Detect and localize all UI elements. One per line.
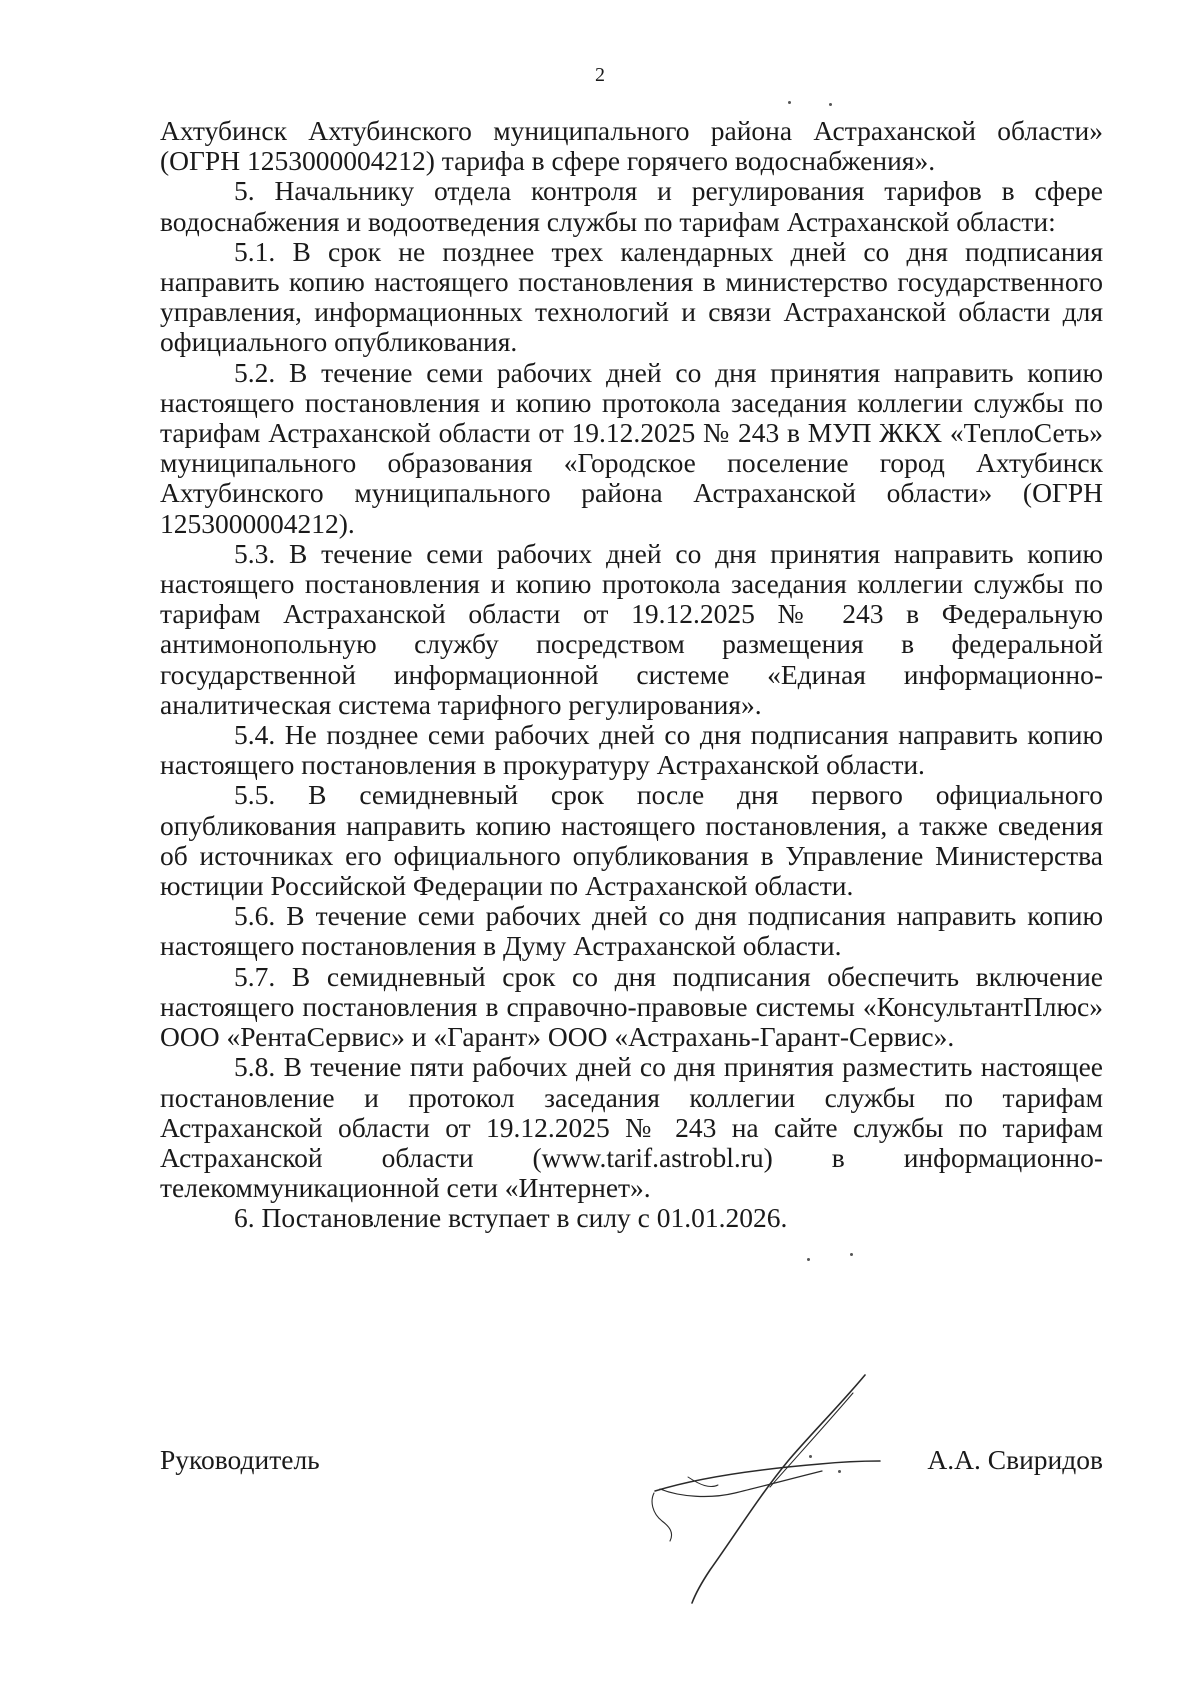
document-body	[160, 116, 1103, 1234]
scan-speck	[829, 103, 832, 106]
paragraph-item-5-4: 5.4. Не позднее семи рабочих дней со дня подписания направить копию настоящего постановления в прокуратуру Астраханской области.	[160, 719, 1103, 781]
paragraph-item-5: 5. Начальнику отдела контроля и регулирования тарифов в сфере водоснабжения и водоотведения службы по тарифам Астраханской области:	[160, 175, 1103, 237]
paragraph-item-5-1: 5.1. В срок не позднее трех календарных дней со дня подписания направить копию настоящего постановления в министерство государственного управления, информационных технологий и связи Астраханской области для официального опубликования.	[160, 235, 1103, 358]
paragraph-item-5-5: 5.5. В семидневный срок после дня первого официального опубликования направить копию настоящего постановления, а также сведения об источниках его официального опубликования в Управление Министерства юстиции Российской Федерации по Астраханской области.	[160, 779, 1103, 902]
scan-speck	[809, 1455, 812, 1458]
scan-speck	[850, 1253, 853, 1256]
paragraph-item-5-6: 5.6. В течение семи рабочих дней со дня подписания направить копию настоящего постановления в Думу Астраханской области.	[160, 900, 1103, 962]
paragraph-continuation: Ахтубинск Ахтубинского муниципального района Астраханской области» (ОГРН 1253000004212) тарифа в сфере горячего водоснабжения».	[160, 115, 1103, 177]
paragraph-item-5-7: 5.7. В семидневный срок со дня подписания обеспечить включение настоящего постановления в справочно-правовые системы «КонсультантПлюс» ООО «РентаСервис» и «Гарант» ООО «Астрахань-Гарант-Сервис».	[160, 960, 1103, 1053]
scan-speck	[788, 101, 791, 104]
paragraph-item-5-2: 5.2. В течение семи рабочих дней со дня принятия направить копию настоящего постановления и копию протокола заседания коллегии службы по тарифам Астраханской области от 19.12.2025 № 243 в МУП ЖКХ «ТеплоСеть» муниципального образования «Городское поселение город Ахтубинск Ахтубинского муниципального района Астраханской области» (ОГРН 1253000004212).	[160, 356, 1103, 539]
signatory-title: Руководитель	[160, 1444, 320, 1475]
scan-speck	[807, 1258, 810, 1261]
handwritten-signature	[640, 1365, 900, 1615]
scan-speck	[838, 1470, 841, 1473]
paragraph-item-5-3: 5.3. В течение семи рабочих дней со дня принятия направить копию настоящего постановления и копию протокола заседания коллегии службы по тарифам Астраханской области от 19.12.2025 № 243 в Федеральную антимонопольную службу посредством размещения в федеральной государственной информационной системе «Единая информационно-аналитическая система тарифного регулирования».	[160, 537, 1103, 720]
paragraph-item-6: 6. Постановление вступает в силу с 01.01.2026.	[234, 1202, 788, 1234]
paragraph-item-5-8: 5.8. В течение пяти рабочих дней со дня принятия разместить настоящее постановление и протокол заседания коллегии службы по тарифам Астраханской области от 19.12.2025 № 243 на сайте службы по тарифам Астраханской области (www.tarif.astrobl.ru) в информационно-телекоммуникационной сети «Интернет».	[160, 1051, 1103, 1204]
signatory-name: А.А. Свиридов	[927, 1444, 1103, 1475]
page-number: 2	[595, 64, 605, 86]
